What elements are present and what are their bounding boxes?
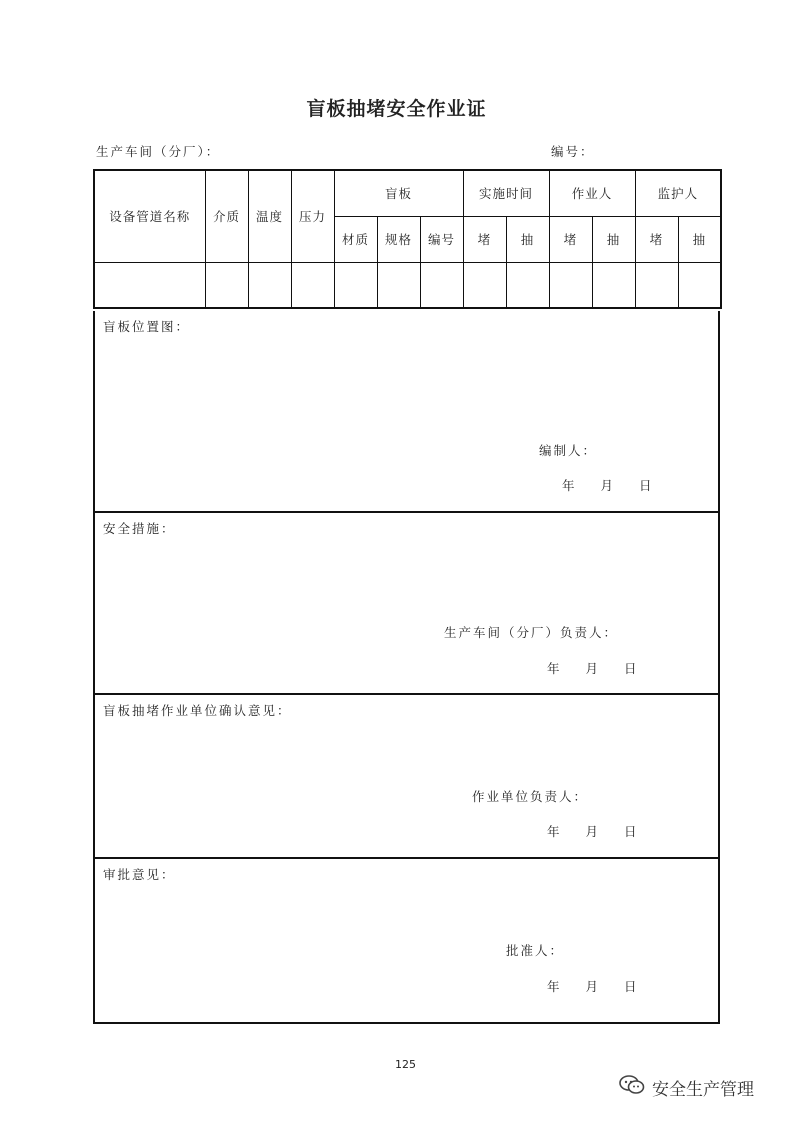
subheader-time-pull: 抽 xyxy=(506,216,549,262)
header-blind: 盲板 xyxy=(334,170,463,216)
subheader-time-plug: 堵 xyxy=(463,216,506,262)
header-medium: 介质 xyxy=(205,170,248,262)
measures-date xyxy=(547,659,637,677)
approval-label: 审批意见： xyxy=(103,867,176,882)
measures-label: 安全措施： xyxy=(103,521,176,536)
header-guardian: 监护人 xyxy=(635,170,721,216)
confirm-date xyxy=(547,822,637,840)
position-signer: 编制人： xyxy=(539,443,598,458)
position-date xyxy=(562,476,652,494)
page-title: 盲板抽堵安全作业证 xyxy=(306,98,487,120)
cell-temperature[interactable] xyxy=(248,262,291,308)
subheader-material: 材质 xyxy=(334,216,377,262)
confirm-signer: 作业单位负责人： xyxy=(472,789,589,804)
cell-time-pull[interactable] xyxy=(506,262,549,308)
wechat-icon xyxy=(618,1074,646,1101)
date-year: 年 xyxy=(547,979,560,994)
approval-date xyxy=(547,977,637,995)
subheader-worker-plug: 堵 xyxy=(549,216,592,262)
section-measures[interactable] xyxy=(93,513,720,695)
cell-medium[interactable] xyxy=(205,262,248,308)
date-month: 月 xyxy=(585,661,599,676)
date-day: 日 xyxy=(624,979,637,994)
subheader-guard-pull: 抽 xyxy=(678,216,721,262)
position-label: 盲板位置图： xyxy=(103,319,191,334)
confirm-label: 盲板抽堵作业单位确认意见： xyxy=(103,703,292,718)
cell-worker-pull[interactable] xyxy=(592,262,635,308)
date-day: 日 xyxy=(639,478,652,493)
header-worker: 作业人 xyxy=(549,170,635,216)
cell-pressure[interactable] xyxy=(291,262,334,308)
date-year: 年 xyxy=(547,661,560,676)
header-equipment: 设备管道名称 xyxy=(94,170,205,262)
cell-guard-pull[interactable] xyxy=(678,262,721,308)
header-temperature: 温度 xyxy=(248,170,291,262)
cell-worker-plug[interactable] xyxy=(549,262,592,308)
workshop-label: 生产车间（分厂）： xyxy=(96,144,221,159)
section-position[interactable] xyxy=(93,311,720,513)
date-day: 日 xyxy=(624,661,637,676)
section-confirm[interactable] xyxy=(93,695,720,859)
cell-spec[interactable] xyxy=(377,262,420,308)
cell-equipment[interactable] xyxy=(94,262,205,308)
cell-time-plug[interactable] xyxy=(463,262,506,308)
watermark-text: 安全生产管理 xyxy=(652,1080,754,1100)
blind-info-table xyxy=(93,169,722,309)
date-month: 月 xyxy=(585,979,599,994)
subheader-spec: 规格 xyxy=(377,216,420,262)
cell-number[interactable] xyxy=(420,262,463,308)
section-approval[interactable] xyxy=(93,859,720,1024)
date-year: 年 xyxy=(547,824,560,839)
serial-label: 编号： xyxy=(551,144,595,159)
subheader-worker-pull: 抽 xyxy=(592,216,635,262)
approval-signer: 批准人： xyxy=(506,943,565,958)
cell-material[interactable] xyxy=(334,262,377,308)
watermark xyxy=(618,1074,754,1101)
subheader-number: 编号 xyxy=(420,216,463,262)
cell-guard-plug[interactable] xyxy=(635,262,678,308)
header-pressure: 压力 xyxy=(291,170,334,262)
date-month: 月 xyxy=(585,824,599,839)
date-month: 月 xyxy=(600,478,614,493)
measures-signer: 生产车间（分厂）负责人： xyxy=(444,625,619,640)
date-year: 年 xyxy=(562,478,575,493)
page-number: 125 xyxy=(395,1058,416,1071)
header-time: 实施时间 xyxy=(463,170,549,216)
table-row xyxy=(94,262,721,308)
date-day: 日 xyxy=(624,824,637,839)
subheader-guard-plug: 堵 xyxy=(635,216,678,262)
